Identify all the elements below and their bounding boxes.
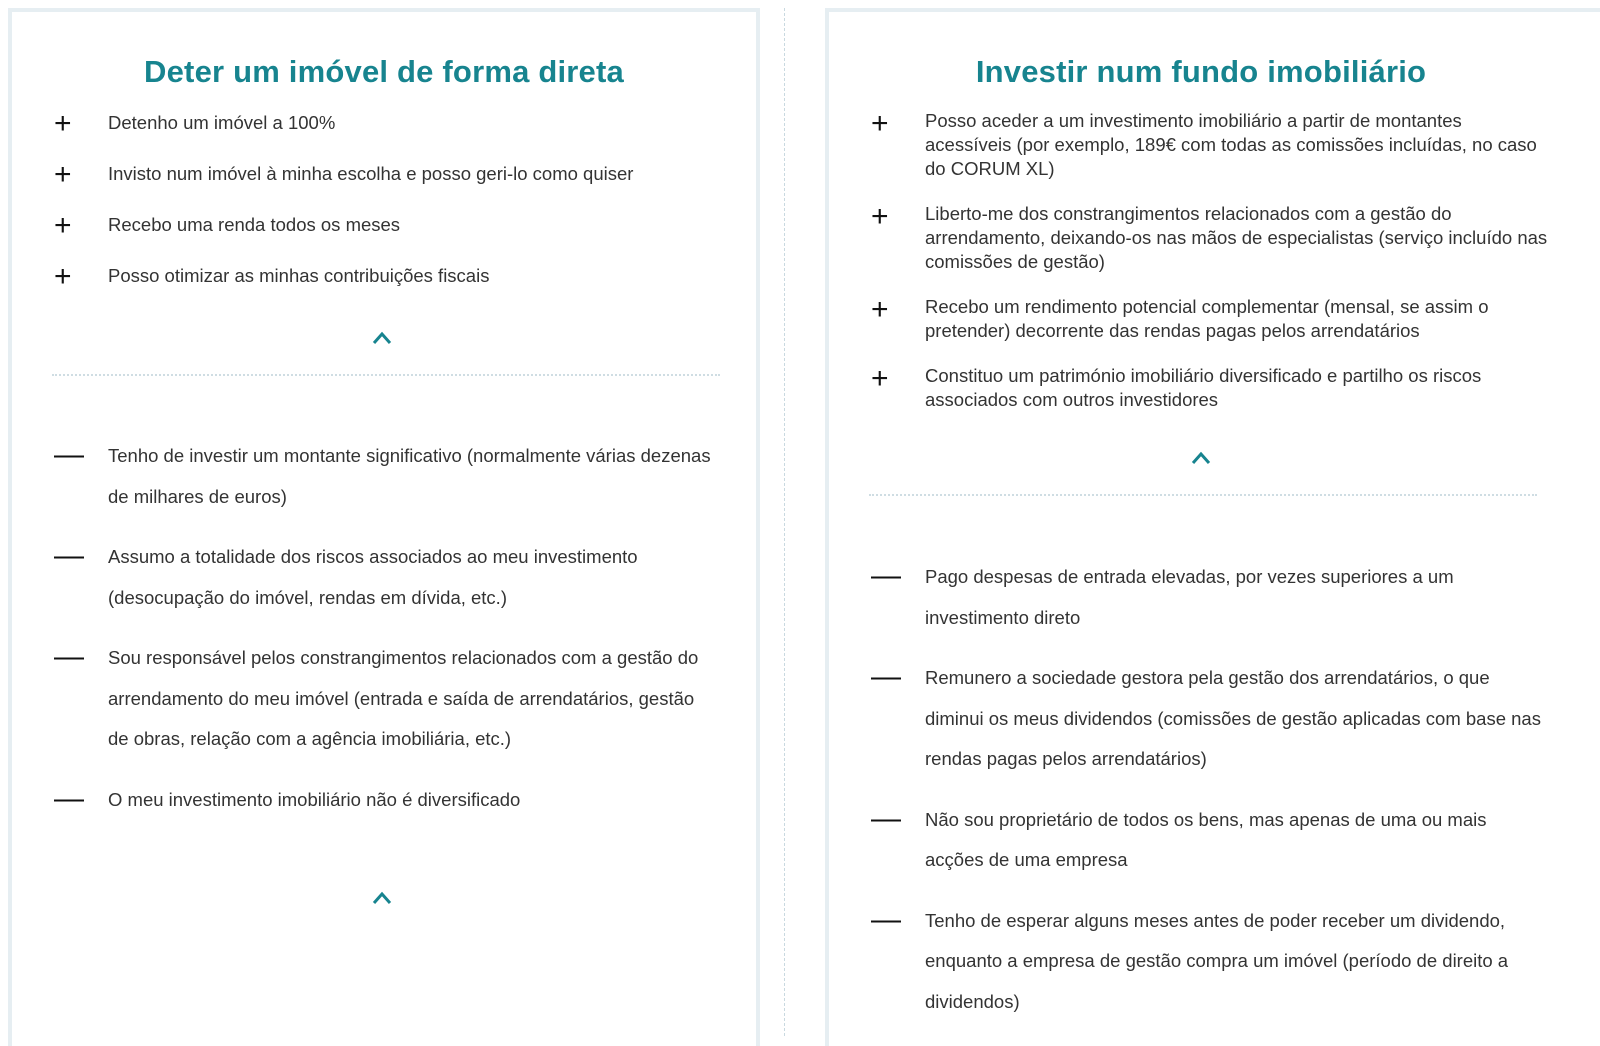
pro-item	[52, 107, 702, 161]
minus-icon: —	[54, 438, 84, 471]
minus-icon: —	[871, 801, 901, 835]
pro-item	[869, 295, 1549, 343]
pro-item	[869, 364, 1549, 412]
card-direct-ownership	[8, 8, 760, 1046]
minus-icon: —	[54, 640, 84, 673]
pro-text: Liberto-me dos constrangimentos relacionados com a gestão do arrendamento, deixando-os nas mãos de especialistas (serviço incluído nas comissões de gestão)	[925, 203, 1548, 272]
pro-item	[52, 260, 702, 314]
pros-list	[869, 109, 1549, 433]
con-item	[869, 557, 1549, 638]
pro-text: Constituo um património imobiliário diversificado e partilho os riscos associados com outros investidores	[925, 365, 1482, 410]
plus-icon: +	[871, 107, 889, 140]
plus-icon: +	[54, 209, 72, 242]
con-text: O meu investimento imobiliário não é diversificado	[108, 788, 521, 810]
con-item	[869, 800, 1549, 881]
pro-text: Posso otimizar as minhas contribuições fiscais	[108, 265, 490, 286]
pros-list	[52, 107, 702, 314]
con-item	[52, 436, 712, 517]
pro-text: Invisto num imóvel à minha escolha e posso geri-lo como quiser	[108, 163, 634, 184]
con-item	[869, 658, 1549, 780]
minus-icon: —	[871, 660, 901, 693]
con-item	[52, 780, 712, 821]
chevron-up-icon[interactable]	[1191, 448, 1211, 468]
section-divider	[52, 374, 720, 376]
con-item	[869, 901, 1549, 1023]
cons-list	[52, 436, 712, 840]
pro-text: Recebo uma renda todos os meses	[108, 214, 401, 235]
pro-item	[52, 158, 702, 212]
pro-item	[52, 209, 702, 263]
chevron-up-icon[interactable]	[372, 888, 392, 908]
plus-icon: +	[871, 362, 889, 395]
minus-icon: —	[54, 539, 84, 572]
con-text: Tenho de esperar alguns meses antes de poder receber um dividendo, enquanto a empresa de gestão compra um imóvel (período de direito a dividendos)	[925, 909, 1509, 1012]
plus-icon: +	[54, 260, 72, 293]
card-title: Investir num fundo imobiliário	[975, 54, 1427, 89]
plus-icon: +	[54, 158, 72, 191]
cons-list	[869, 557, 1549, 1042]
con-text: Tenho de investir um montante significativo (normalmente várias dezenas de milhares de euros)	[108, 445, 711, 507]
minus-icon: —	[54, 781, 84, 815]
con-text: Sou responsável pelos constrangimentos relacionados com a gestão do arrendamento do meu imóvel (entrada e saída de arrendatários, gestão de obras, relação com a agência imobiliária, etc.)	[108, 647, 699, 749]
minus-icon: —	[871, 902, 901, 936]
plus-icon: +	[871, 200, 889, 233]
card-title: Deter um imóvel de forma direta	[144, 54, 624, 89]
card-real-estate-fund	[825, 8, 1600, 1046]
center-divider	[784, 8, 785, 1036]
con-text: Não sou proprietário de todos os bens, mas apenas de uma ou mais acções de uma empresa	[925, 808, 1487, 870]
con-text: Pago despesas de entrada elevadas, por vezes superiores a um investimento direto	[925, 566, 1454, 628]
con-text: Remunero a sociedade gestora pela gestão dos arrendatários, o que diminui os meus dividendos (comissões de gestão aplicadas com base nas rendas pagas pelos arrendatários)	[925, 667, 1541, 769]
minus-icon: —	[871, 559, 901, 592]
pro-item	[869, 109, 1549, 181]
pro-item	[869, 202, 1549, 274]
pro-text: Detenho um imóvel a 100%	[108, 112, 336, 133]
con-item	[52, 638, 712, 760]
pro-text: Recebo um rendimento potencial complementar (mensal, se assim o pretender) decorrente das rendas pagas pelos arrendatários	[925, 296, 1489, 341]
plus-icon: +	[54, 107, 72, 140]
con-item	[52, 537, 712, 618]
pro-text: Posso aceder a um investimento imobiliário a partir de montantes acessíveis (por exemplo, 189€ com todas as comissões incluídas, no caso do CORUM XL)	[925, 110, 1537, 179]
plus-icon: +	[871, 293, 889, 326]
chevron-up-icon[interactable]	[372, 328, 392, 348]
section-divider	[869, 494, 1537, 496]
con-text: Assumo a totalidade dos riscos associados ao meu investimento (desocupação do imóvel, rendas em dívida, etc.)	[108, 546, 638, 608]
